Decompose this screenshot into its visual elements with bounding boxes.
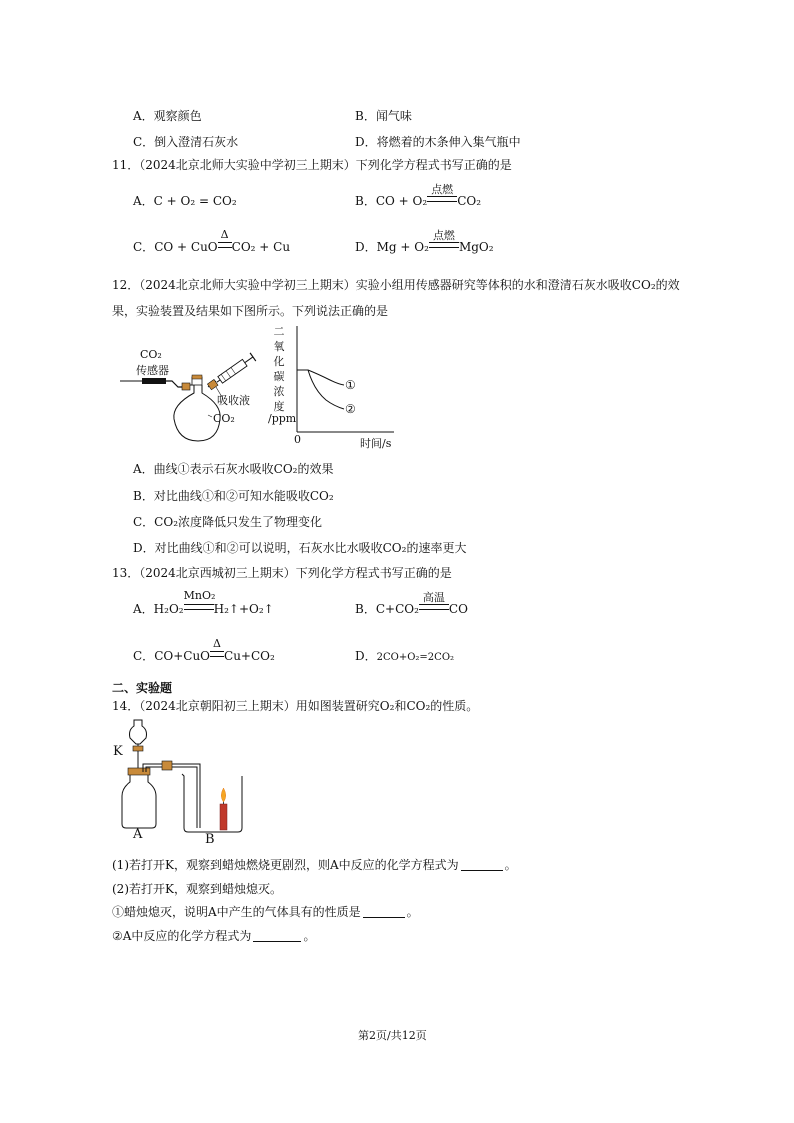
flask-a-stopper bbox=[128, 768, 150, 775]
absorb-liquid-label: 吸收液 bbox=[217, 394, 250, 407]
q11-stem: 11．（2024北京北师大实验中学初三上期末）下列化学方程式书写正确的是 bbox=[112, 158, 512, 172]
q12-stem-line1: 12．（2024北京北师大实验中学初三上期末）实验小组用传感器研究等体积的水和澄清石灰水吸收CO₂的效 bbox=[112, 278, 680, 292]
sensor-probe bbox=[142, 378, 166, 384]
q12-option-c: C．CO₂浓度降低只发生了物理变化 bbox=[133, 515, 323, 529]
sensor-label-co2: CO₂ bbox=[140, 348, 162, 361]
q13-b-left: C+CO₂ bbox=[375, 602, 419, 616]
q10-option-a: A．观察颜色 bbox=[133, 109, 202, 123]
delivery-tube-inner bbox=[146, 767, 197, 828]
q11-option-d bbox=[355, 229, 494, 255]
q13-a-left: H₂O₂ bbox=[153, 602, 184, 616]
beaker-b bbox=[182, 774, 242, 832]
q13-b-condition: 高温 bbox=[419, 602, 449, 616]
curve-2 bbox=[308, 370, 344, 409]
q11-d-label: D． bbox=[355, 240, 377, 254]
curve-1-label: ① bbox=[345, 378, 356, 392]
answer-blank-1[interactable] bbox=[461, 858, 503, 871]
stopper-left bbox=[182, 383, 190, 390]
q11-c-right: CO₂ + Cu bbox=[231, 240, 291, 254]
q13-a-label: A． bbox=[133, 602, 154, 616]
q10-option-d: D．将燃着的木条伸入集气瓶中 bbox=[355, 135, 521, 149]
q14-part1: (1)若打开K，观察到蜡烛燃烧更剧烈，则A中反应的化学方程式为 。 bbox=[112, 858, 517, 872]
q11-b-label: B． bbox=[355, 194, 376, 208]
separatory-funnel bbox=[130, 720, 147, 744]
q11-b-right: CO₂ bbox=[457, 194, 482, 208]
stopper-middle bbox=[192, 375, 202, 379]
flask-co2-label: CO₂ bbox=[213, 412, 235, 425]
clamp-k bbox=[162, 761, 172, 770]
q13-d-label: D． bbox=[355, 649, 377, 663]
candle bbox=[220, 804, 227, 830]
q13-d-equation: 2CO+O₂=2CO₂ bbox=[376, 652, 455, 663]
q13-option-c bbox=[133, 637, 275, 664]
delivery-tube-outer bbox=[143, 764, 200, 828]
q13-stem: 13．（2024北京西城初三上期末）下列化学方程式书写正确的是 bbox=[112, 566, 452, 580]
q11-option-a bbox=[133, 192, 237, 209]
candle-flame bbox=[221, 788, 226, 802]
q13-c-condition: Δ bbox=[210, 649, 224, 663]
q12-option-a: A．曲线①表示石灰水吸收CO₂的效果 bbox=[133, 462, 334, 476]
q14-part2-sub1: ①蜡烛熄灭，说明A中产生的气体具有的性质是 。 bbox=[112, 905, 419, 919]
q11-c-condition: Δ bbox=[218, 240, 232, 254]
graph-origin: 0 bbox=[294, 433, 301, 446]
curve-1 bbox=[297, 370, 344, 385]
q13-c-label: C． bbox=[133, 649, 155, 663]
flask-a bbox=[122, 775, 156, 828]
q11-a-equation: C + O₂ = CO₂ bbox=[153, 194, 237, 208]
q11-option-b bbox=[355, 183, 482, 209]
sensor-label-text: 传感器 bbox=[136, 364, 169, 377]
q11-c-label: C． bbox=[133, 240, 155, 254]
graph-yunit: /ppm bbox=[268, 412, 297, 425]
q13-c-left: CO+CuO bbox=[154, 649, 211, 663]
q13-b-label: B． bbox=[355, 602, 376, 616]
q13-a-condition: MnO₂ bbox=[184, 602, 214, 616]
q14-stem: 14．（2024北京朝阳初三上期末）用如图装置研究O₂和CO₂的性质。 bbox=[112, 699, 479, 713]
section-heading: 二、实验题 bbox=[112, 681, 173, 695]
q13-c-right: Cu+CO₂ bbox=[224, 649, 275, 663]
q11-d-left: Mg + O₂ bbox=[376, 240, 429, 254]
q13-option-b bbox=[355, 591, 468, 617]
funnel-stopcock bbox=[133, 746, 143, 751]
q11-d-condition: 点燃 bbox=[429, 240, 459, 254]
q10-option-c: C．倒入澄清石灰水 bbox=[133, 135, 239, 149]
graph-ylabel: 二 氧 化 碳 浓 度 bbox=[273, 325, 285, 413]
q11-b-condition: 点燃 bbox=[427, 194, 457, 208]
syringe bbox=[214, 353, 256, 386]
q11-option-c bbox=[133, 228, 291, 255]
label-b: B bbox=[205, 832, 215, 847]
label-k: K bbox=[113, 744, 123, 759]
q12-option-d: D．对比曲线①和②可以说明，石灰水比水吸收CO₂的速率更大 bbox=[133, 541, 467, 555]
q12-option-b: B．对比曲线①和②可知水能吸收CO₂ bbox=[133, 489, 334, 503]
q14-part2-sub2: ②A中反应的化学方程式为 。 bbox=[112, 929, 316, 943]
q14-part2: (2)若打开K，观察到蜡烛熄灭。 bbox=[112, 882, 282, 896]
q13-option-a bbox=[133, 589, 274, 617]
curve-2-label: ② bbox=[345, 402, 356, 416]
answer-blank-2[interactable] bbox=[363, 905, 405, 918]
co2-leader bbox=[208, 415, 212, 417]
q11-d-right: MgO₂ bbox=[458, 240, 494, 254]
page-footer: 第2页/共12页 bbox=[358, 1029, 427, 1042]
q12-stem-line2: 果，实验装置及结果如下图所示。下列说法正确的是 bbox=[112, 304, 389, 318]
q11-c-left: CO + CuO bbox=[154, 240, 218, 254]
label-a: A bbox=[133, 827, 143, 842]
answer-blank-3[interactable] bbox=[253, 929, 301, 942]
q11-a-label: A． bbox=[133, 194, 154, 208]
sensor-tube bbox=[166, 381, 184, 387]
q13-a-right: H₂↑+O₂↑ bbox=[213, 602, 274, 616]
q11-b-left: CO + O₂ bbox=[375, 194, 428, 208]
q13-b-right: CO bbox=[448, 602, 468, 616]
q10-option-b: B．闻气味 bbox=[355, 109, 412, 123]
graph-xlabel: 时间/s bbox=[360, 437, 392, 450]
q13-option-d bbox=[355, 647, 454, 664]
